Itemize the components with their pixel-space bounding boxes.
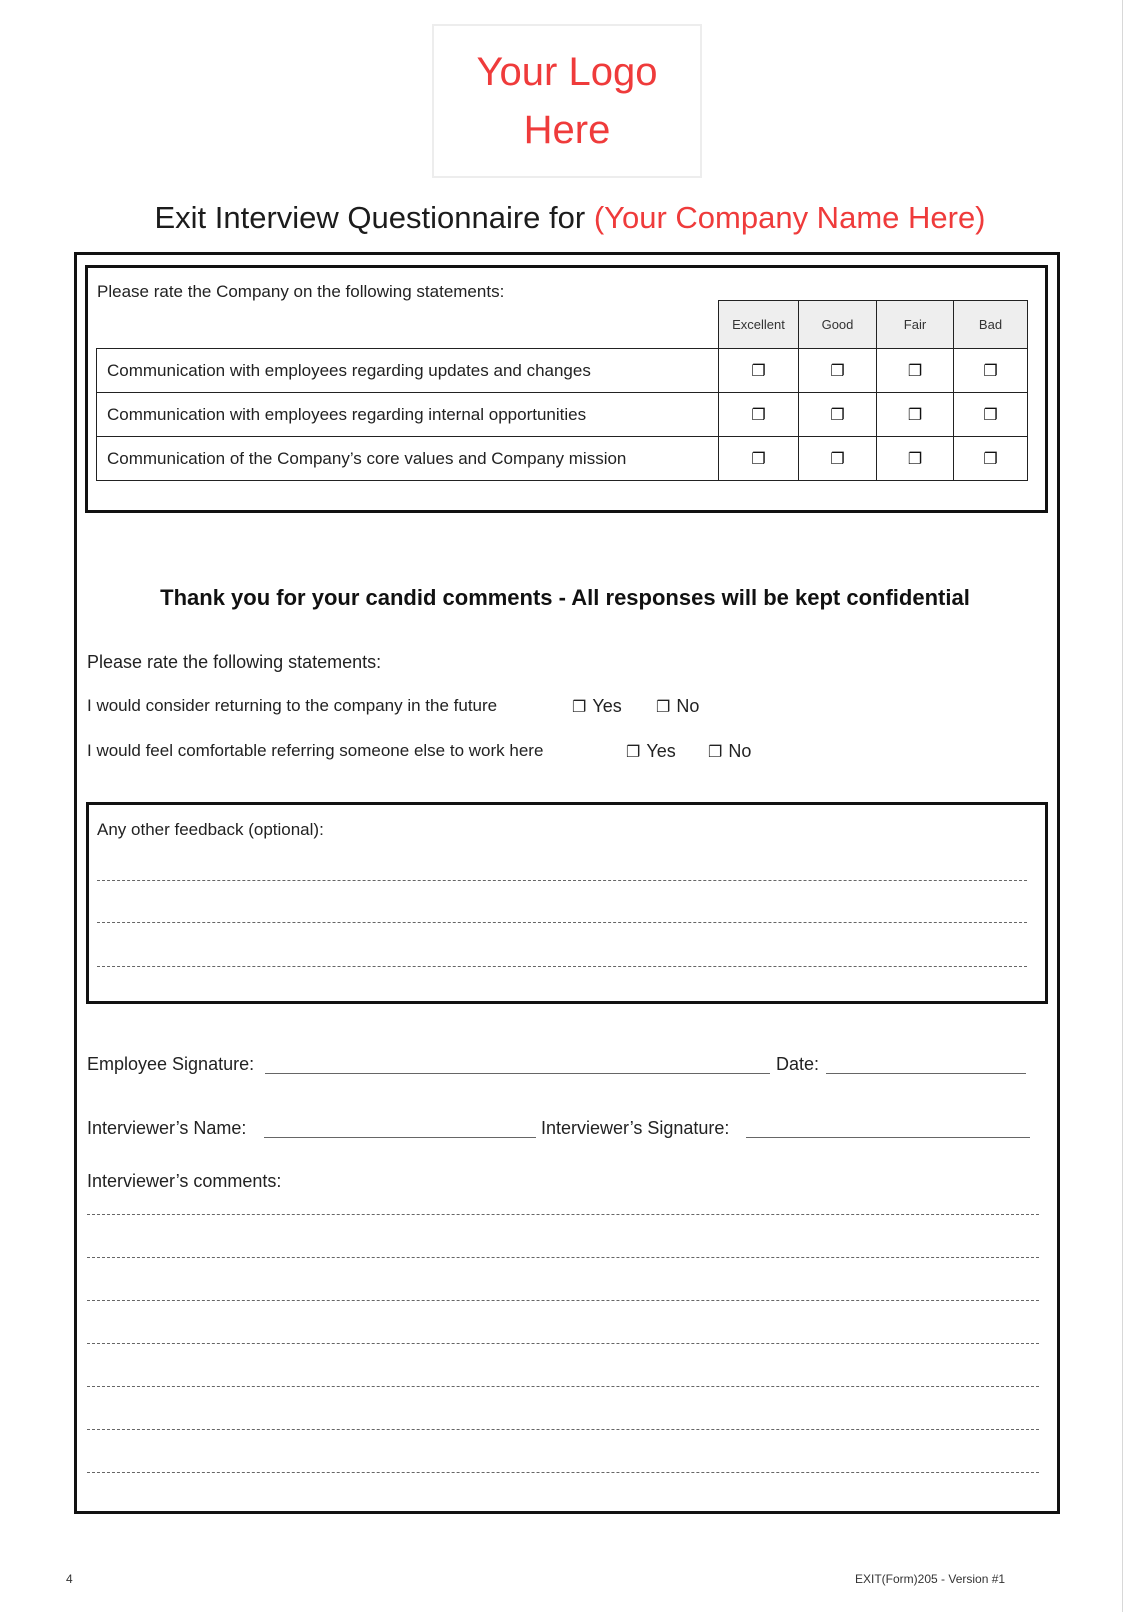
feedback-label: Any other feedback (optional): xyxy=(97,820,324,839)
statement-referring: I would feel comfortable referring someone else to work here xyxy=(87,741,544,760)
rating-col-excellent: Excellent xyxy=(719,301,799,349)
rating-header-blank xyxy=(97,301,719,349)
rating-statement: Communication of the Company’s core values and Company mission xyxy=(97,437,719,481)
checkbox-good[interactable]: ❐ xyxy=(799,393,877,437)
interviewer-name-label: Interviewer’s Name: xyxy=(87,1118,247,1138)
referring-yes-option[interactable] xyxy=(626,741,676,762)
date-label: Date: xyxy=(776,1054,820,1074)
company-rating-table xyxy=(96,300,1028,481)
feedback-line[interactable] xyxy=(97,922,1027,923)
form-identifier: EXIT(Form)205 - Version #1 xyxy=(855,1572,1006,1586)
interviewer-comments-label: Interviewer’s comments: xyxy=(87,1171,282,1191)
checkbox-good[interactable]: ❐ xyxy=(799,349,877,393)
checkbox-icon: ❐ xyxy=(626,744,641,761)
comment-line[interactable] xyxy=(87,1386,1039,1387)
logo-line-1: Your Logo xyxy=(476,50,658,94)
company-rating-intro: Please rate the Company on the following statements: xyxy=(97,282,505,301)
statements-intro: Please rate the following statements: xyxy=(87,652,382,672)
checkbox-icon: ❐ xyxy=(656,699,671,716)
employee-signature-line[interactable] xyxy=(265,1073,770,1074)
checkbox-excellent[interactable]: ❐ xyxy=(719,437,799,481)
comment-line[interactable] xyxy=(87,1300,1039,1301)
referring-no-option[interactable] xyxy=(708,741,751,762)
returning-yes-option[interactable] xyxy=(572,696,622,717)
yes-label: Yes xyxy=(646,741,676,761)
table-row xyxy=(97,393,1028,437)
checkbox-bad[interactable]: ❐ xyxy=(954,349,1028,393)
comment-line[interactable] xyxy=(87,1214,1039,1215)
checkbox-icon: ❐ xyxy=(708,744,723,761)
comment-line[interactable] xyxy=(87,1257,1039,1258)
checkbox-bad[interactable]: ❐ xyxy=(954,437,1028,481)
rating-col-fair: Fair xyxy=(877,301,954,349)
table-row xyxy=(97,437,1028,481)
title-company: (Your Company Name Here) xyxy=(593,200,986,235)
interviewer-signature-line[interactable] xyxy=(746,1137,1030,1138)
no-label: No xyxy=(728,741,752,761)
checkbox-fair[interactable]: ❐ xyxy=(877,349,954,393)
statement-returning: I would consider returning to the company in the future xyxy=(87,696,498,715)
yes-label: Yes xyxy=(592,696,622,716)
rating-statement: Communication with employees regarding internal opportunities xyxy=(97,393,719,437)
title-prefix: Exit Interview Questionnaire for xyxy=(154,200,594,235)
employee-signature-label: Employee Signature: xyxy=(87,1054,255,1074)
checkbox-excellent[interactable]: ❐ xyxy=(719,349,799,393)
returning-no-option[interactable] xyxy=(656,696,699,717)
confidentiality-note: Thank you for your candid comments - All responses will be kept confidential xyxy=(160,585,970,610)
feedback-line[interactable] xyxy=(97,880,1027,881)
rating-col-bad: Bad xyxy=(954,301,1028,349)
interviewer-name-line[interactable] xyxy=(264,1137,536,1138)
checkbox-excellent[interactable]: ❐ xyxy=(719,393,799,437)
comment-line[interactable] xyxy=(87,1429,1039,1430)
rating-col-good: Good xyxy=(799,301,877,349)
interviewer-signature-label: Interviewer’s Signature: xyxy=(541,1118,730,1138)
feedback-line[interactable] xyxy=(97,966,1027,967)
page-title xyxy=(0,200,1140,236)
checkbox-good[interactable]: ❐ xyxy=(799,437,877,481)
logo-line-2: Here xyxy=(523,108,611,152)
rating-header-row xyxy=(97,301,1028,349)
page-edge xyxy=(1122,0,1123,1612)
table-row xyxy=(97,349,1028,393)
checkbox-fair[interactable]: ❐ xyxy=(877,437,954,481)
no-label: No xyxy=(676,696,700,716)
checkbox-bad[interactable]: ❐ xyxy=(954,393,1028,437)
comment-line[interactable] xyxy=(87,1343,1039,1344)
rating-statement: Communication with employees regarding updates and changes xyxy=(97,349,719,393)
date-line[interactable] xyxy=(826,1073,1026,1074)
checkbox-icon: ❐ xyxy=(572,699,587,716)
checkbox-fair[interactable]: ❐ xyxy=(877,393,954,437)
logo-placeholder xyxy=(432,24,702,178)
comment-line[interactable] xyxy=(87,1472,1039,1473)
page-number: 4 xyxy=(66,1572,73,1586)
